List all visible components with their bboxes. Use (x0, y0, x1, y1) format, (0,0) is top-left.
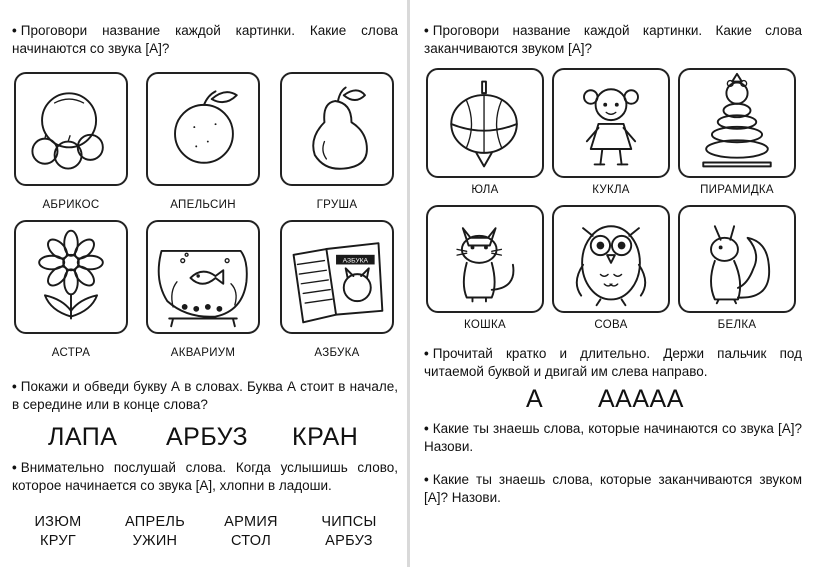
left-word-grid (0, 514, 408, 554)
bullet-icon: • (12, 460, 17, 475)
card-stacking-pyramid (678, 68, 796, 178)
left-task3-instruction: • Внимательно послушай слова. Когда услышишь слово, которое начинается со звука [А], хлопни в ладоши. (12, 460, 398, 493)
word-list-item: КРУГ (39, 533, 77, 549)
card-owl (552, 205, 670, 313)
word-lapa: ЛАПА (48, 423, 118, 451)
bullet-icon: • (424, 472, 429, 487)
spinning-top-icon (428, 70, 542, 176)
aquarium-icon (148, 222, 258, 332)
squirrel-icon (680, 207, 794, 311)
owl-icon (554, 207, 668, 311)
caption-squirrel: БЕЛКА (717, 319, 757, 331)
caption-owl: СОВА (594, 319, 628, 331)
word-list-item: АПРЕЛЬ (124, 514, 186, 530)
caption-pear: ГРУША (316, 199, 358, 211)
card-orange (146, 72, 260, 186)
bullet-icon: • (424, 23, 429, 38)
pear-icon (282, 74, 392, 184)
caption-doll: КУКЛА (592, 184, 630, 196)
cat-icon (428, 207, 542, 311)
doll-icon (554, 70, 668, 176)
caption-aquarium: АКВАРИУМ (170, 347, 236, 359)
card-cat (426, 205, 544, 313)
orange-icon (148, 74, 258, 184)
word-list-item: ИЗЮМ (34, 514, 82, 530)
card-doll (552, 68, 670, 178)
left-task1-instruction: • Проговори название каждой картинки. Какие слова начинаются со звука [А]? (12, 23, 398, 56)
card-pear (280, 72, 394, 186)
right-task2-instruction: • Прочитай кратко и длительно. Держи пальчик под читаемой буквой и двигай им слева направо. (424, 346, 802, 379)
caption-spinning-top: ЮЛА (471, 184, 499, 196)
word-kran: КРАН (292, 423, 359, 451)
book-cover-label: АЗБУКА (342, 257, 369, 265)
caption-orange: АПЕЛЬСИН (170, 199, 236, 211)
stacking-pyramid-icon (680, 70, 794, 176)
word-arbuz: АРБУЗ (166, 423, 249, 451)
word-list-item: СТОЛ (230, 533, 272, 549)
card-spinning-top (426, 68, 544, 178)
word-list-item: АРМИЯ (224, 514, 278, 530)
letter-short: А (526, 385, 544, 413)
bullet-icon: • (12, 379, 17, 394)
card-aster (14, 220, 128, 334)
caption-alphabet-book: АЗБУКА (314, 347, 360, 359)
alphabet-book-icon (282, 222, 392, 332)
right-task1-instruction: • Проговори название каждой картинки. Какие слова заканчиваются звуком [А]? (424, 23, 802, 56)
right-task3-instruction: • Какие ты знаешь слова, которые начинаются со звука [А]? Назови. (424, 421, 802, 454)
card-squirrel (678, 205, 796, 313)
apricot-icon (16, 74, 126, 184)
card-alphabet-book (280, 220, 394, 334)
caption-apricot: АБРИКОС (42, 199, 100, 211)
caption-cat: КОШКА (464, 319, 506, 331)
word-list-item: АРБУЗ (325, 533, 373, 549)
right-page (410, 0, 816, 567)
caption-aster: АСТРА (51, 347, 91, 359)
bullet-icon: • (424, 346, 429, 361)
bullet-icon: • (424, 421, 429, 436)
word-list-item: ЧИПСЫ (321, 514, 377, 530)
right-task4-instruction: • Какие ты знаешь слова, которые заканчиваются звуком [А]? Назови. (424, 472, 802, 505)
card-apricot (14, 72, 128, 186)
word-list-item: УЖИН (132, 533, 178, 549)
card-aquarium (146, 220, 260, 334)
letter-long: ААААА (598, 385, 684, 413)
aster-flower-icon (16, 222, 126, 332)
caption-stacking-pyramid: ПИРАМИДКА (700, 184, 774, 196)
bullet-icon: • (12, 23, 17, 38)
left-task2-instruction: • Покажи и обведи букву А в словах. Буква А стоит в начале, в середине или в конце слова? (12, 379, 398, 412)
